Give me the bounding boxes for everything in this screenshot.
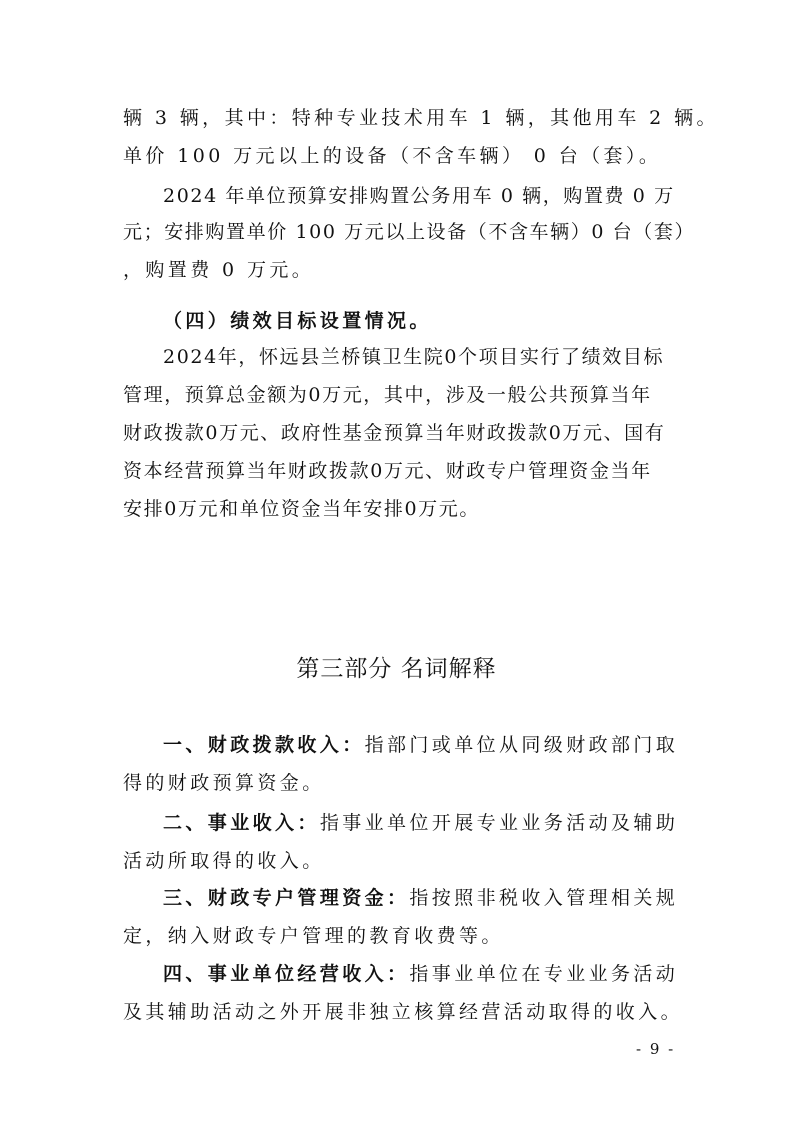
page-number: - 9 - (636, 1040, 676, 1058)
body-line-3: 2024 年单位预算安排购置公务用车 0 辆，购置费 0 万 (163, 185, 675, 207)
term-2 (163, 811, 683, 835)
term-2-definition: 指事业单位开展专业业务活动及辅助 (319, 812, 679, 834)
term-2-label: 二、事业收入： (163, 812, 320, 834)
body-line-5: ，购置费 0 万元。 (123, 259, 315, 281)
term-4 (163, 962, 683, 986)
term-2-definition-cont: 活动所取得的收入。 (123, 850, 325, 872)
body-line-1: 辆 3 辆，其中：特种专业技术用车 1 辆，其他用车 2 辆。 (123, 107, 719, 129)
term-1-definition: 指部门或单位从同级财政部门取 (364, 734, 679, 756)
term-4-definition-cont: 及其辅助活动之外开展非独立核算经营活动取得的收入。 (123, 1001, 684, 1023)
term-1 (163, 733, 683, 757)
body-line-2: 单价 100 万元以上的设备（不含车辆） 0 台（套）。 (123, 145, 662, 167)
part-3-title: 第三部分 名词解释 (296, 656, 497, 682)
section-4-heading: （四）绩效目标设置情况。 (163, 310, 432, 332)
term-3-label: 三、财政专户管理资金： (163, 887, 410, 909)
body-line-7: 管理，预算总金额为0万元，其中，涉及一般公共预算当年 (123, 384, 652, 406)
term-1-definition-cont: 得的财政预算资金。 (123, 772, 325, 794)
term-3 (163, 886, 683, 910)
term-3-definition-cont: 定，纳入财政专户管理的教育收费等。 (123, 925, 504, 947)
body-line-4: 元；安排购置单价 100 万元以上设备（不含车辆）0 台（套） (123, 221, 696, 243)
body-line-6: 2024年，怀远县兰桥镇卫生院0个项目实行了绩效目标 (163, 346, 665, 368)
term-1-label: 一、财政拨款收入： (163, 734, 365, 756)
term-4-label: 四、事业单位经营收入： (163, 963, 410, 985)
body-line-8: 财政拨款0万元、政府性基金预算当年财政拨款0万元、国有 (123, 422, 666, 444)
term-3-definition: 指按照非税收入管理相关规 (409, 887, 679, 909)
body-line-10: 安排0万元和单位资金当年安排0万元。 (123, 498, 480, 520)
body-line-9: 资本经营预算当年财政拨款0万元、财政专户管理资金当年 (123, 460, 652, 482)
term-4-definition: 指事业单位在专业业务活动 (409, 963, 679, 985)
